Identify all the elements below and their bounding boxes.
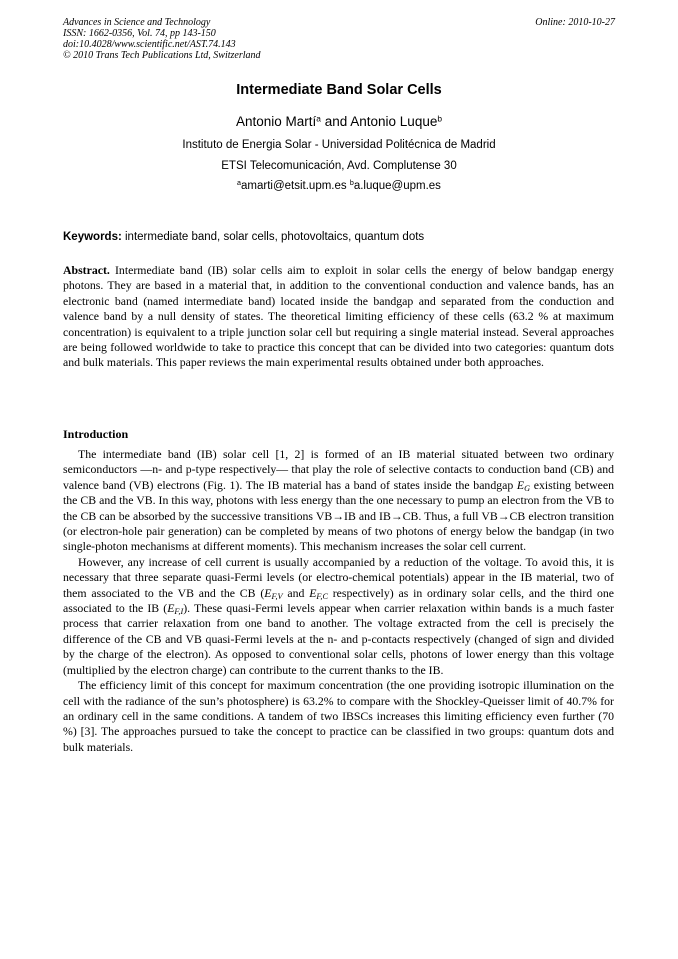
abstract-text: Intermediate band (IB) solar cells aim to exploit in solar cells the energy of below bandgap energy photons. They are based in a material that, in addition to the conventional conduction and valence bands, has an electronic band (named intermediate band) located inside the bandgap and separated from the conduction and valence band by a null density of states. The theoretical limiting efficiency of these cells (63.2 % at maximum concentration) is equivalent to a triple junction solar cell but requiring a single material instead. Several approaches are being followed worldwide to take to practice this concept that can be divided into two categories: quantum dots and bulk materials. This paper reviews the main experimental results obtained under both approaches. <box>63 263 614 370</box>
intro-paragraph-3: The efficiency limit of this concept for maximum concentration (the one providing isotropic illumination on the cell with the radiance of the sun’s photosphere) is 63.2% to compare with the Shockley-Queisser limit of 40.7% for an ordinary cell in the same conditions. A tandem of two IBSCs increases this limiting efficiency even further (70 %) [3]. The approaches pursued to take the concept to practice can be classified in two groups: quantum dots and bulk materials. <box>63 678 614 754</box>
intro-paragraph-2 <box>63 555 614 678</box>
email-b-mark: b <box>349 179 354 188</box>
author-2: Antonio Luque <box>350 114 438 129</box>
symbol-e: E <box>516 477 525 492</box>
symbol-e-g <box>517 478 530 492</box>
intro-paragraph-1 <box>63 447 614 555</box>
email-line <box>0 180 678 192</box>
abstract-label: Abstract. <box>63 263 110 277</box>
keywords-line <box>63 231 424 243</box>
intro-p2-text-c: ). These quasi-Fermi levels appear when carrier relaxation within bands is a much faster process that carrier relaxation from one band to another. The voltage extracted from the cell is precisely the difference of the CB and VB quasi-Fermi levels at the n- and p-contacts respectively (changed of sign and divided by the charge of the electron). As opposed to conventional solar cells, photons of lower energy than this voltage (multiplied by the electron charge) can contribute to the current thanks to the IB. <box>63 601 614 677</box>
issn-line: ISSN: 1662-0356, Vol. 74, pp 143-150 <box>63 28 216 39</box>
symbol-efi <box>167 601 183 615</box>
doi-line: doi:10.4028/www.scientific.net/AST.74.143 <box>63 39 236 50</box>
abstract-paragraph <box>63 263 614 371</box>
author-1: Antonio Martí <box>236 114 317 129</box>
intro-p1-text-a: The intermediate band (IB) solar cell [1, 2] is formed of an IB material situated between two ordinary semiconductors —n- and p-type respectively— that play the role of selective contacts to conduction band (CB) and valence band (VB) electrons (Fig. 1). The IB material has a band of states inside the bandgap <box>63 447 614 492</box>
keywords-label: Keywords: <box>63 231 122 243</box>
author-2-affil-mark: b <box>437 113 442 124</box>
symbol-e: E <box>309 585 317 600</box>
symbol-e: E <box>167 601 175 616</box>
symbol-efv <box>264 586 282 600</box>
affiliation-address: ETSI Telecomunicación, Avd. Complutense 30 <box>221 160 457 172</box>
journal-header <box>63 17 261 61</box>
symbol-subscript: F,I <box>174 607 184 617</box>
symbol-subscript: F,V <box>271 591 283 601</box>
symbol-subscript: G <box>524 483 531 493</box>
symbol-subscript: F,C <box>316 591 328 601</box>
intro-p2-text-b: respectively) as in ordinary solar cells, and the third one associated to the IB ( <box>63 585 614 616</box>
online-date-text: Online: 2010-10-27 <box>535 17 615 28</box>
intro-p2-text-a: However, any increase of cell current is usually accompanied by a reduction of the voltage. To avoid this, it is necessary that three separate quasi-Fermi levels (or electro-chemical potentials) appear in the IB material, two of them associated to the VB and the CB ( <box>63 554 614 600</box>
author-1-affil-mark: a <box>316 113 321 124</box>
online-date <box>535 17 615 28</box>
paper-title: Intermediate Band Solar Cells <box>236 82 442 98</box>
email-a-mark: a <box>237 179 242 188</box>
introduction-body <box>63 447 614 755</box>
affiliation-institute: Instituto de Energia Solar - Universidad Politécnica de Madrid <box>182 139 496 151</box>
symbol-e: E <box>264 585 272 600</box>
copyright-line: © 2010 Trans Tech Publications Ltd, Switzerland <box>63 50 261 61</box>
author-separator: and <box>324 114 348 129</box>
keywords-text: intermediate band, solar cells, photovoltaics, quantum dots <box>125 231 425 243</box>
introduction-heading: Introduction <box>63 427 129 441</box>
email-a[interactable]: amarti@etsit.upm.es <box>241 180 347 192</box>
author-line <box>0 114 678 129</box>
symbol-efc <box>309 586 328 600</box>
intro-p2-and: and <box>282 585 310 600</box>
email-b[interactable]: a.luque@upm.es <box>353 180 441 192</box>
intro-p1-text-b: existing between the CB and the VB. In this way, photons with less energy than the one necessary to pump an electron from the VB to the CB can be absorbed by the successive transitions VB→IB and IB→CB. Thus, a full VB→CB electron transition (or electron-hole pair generation) can be completed by means of two photons of energy below the bandgap (in two single-photon mechanisms at different moments). This mechanism increases the solar cell current. <box>63 477 614 554</box>
journal-name: Advances in Science and Technology <box>63 17 211 28</box>
